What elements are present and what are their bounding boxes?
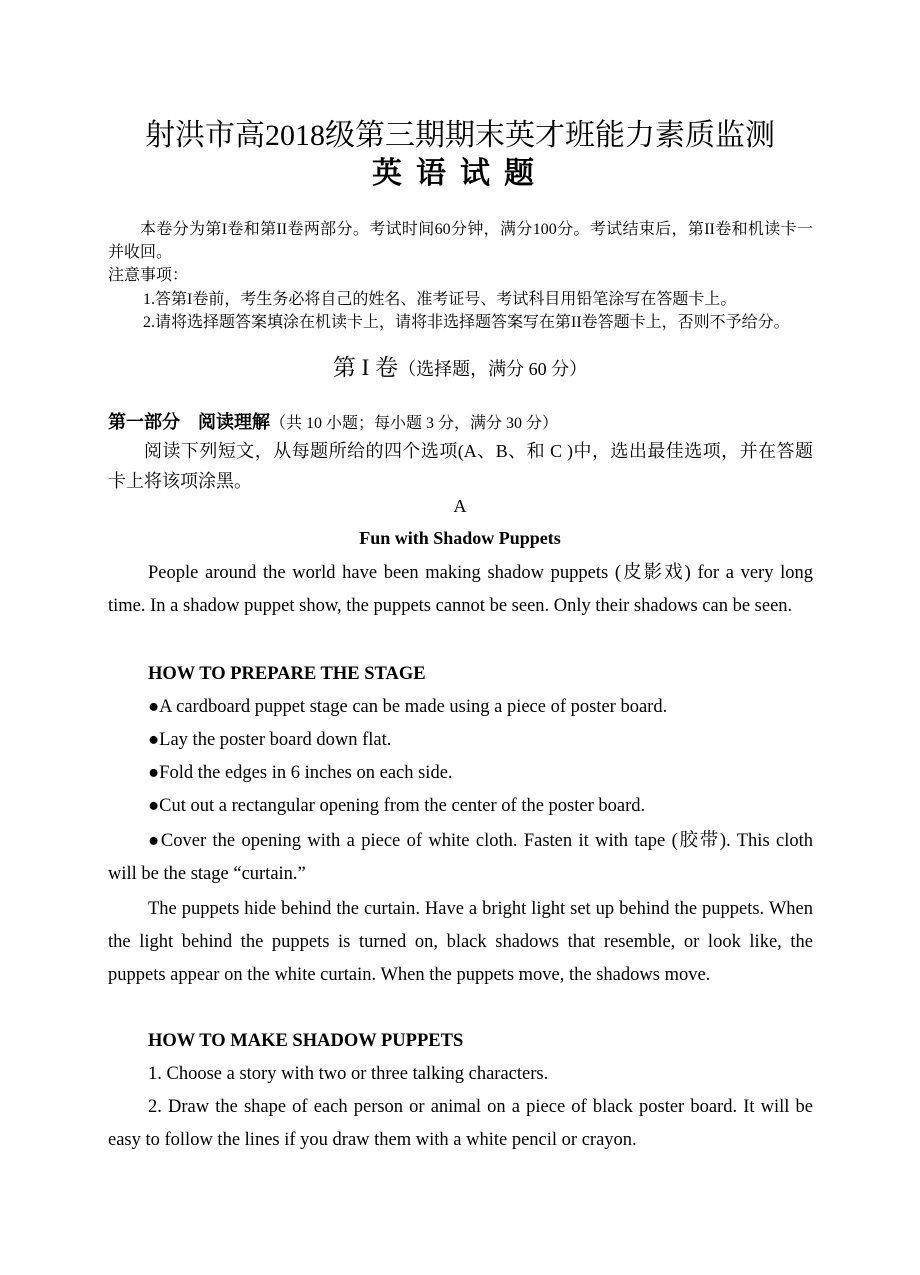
- note-1: 1.答第I卷前，考生务必将自己的姓名、准考证号、考试科目用铅笔涂写在答题卡上。: [143, 291, 737, 308]
- bullet-2: ●Lay the poster board down flat.: [148, 730, 392, 750]
- exam-title: 射洪市高2018级第三期期末英才班能力素质监测: [145, 119, 775, 152]
- step-1: 1. Choose a story with two or three talking characters.: [148, 1064, 549, 1084]
- exam-subtitle: 英语试题: [372, 157, 548, 190]
- passage-paragraph-2: The puppets hide behind the curtain. Have a bright light set up behind the puppets. When the light behind the puppets is turned on, black shadows that resemble, or look like, the puppets appear on the white curtain. When the puppets move, the shadows move.: [108, 899, 813, 985]
- section-subtitle: （选择题，满分 60 分）: [398, 359, 588, 379]
- notes-label: 注意事项：: [108, 267, 189, 284]
- passage-title: Fun with Shadow Puppets: [359, 528, 561, 548]
- part-meta: （共 10 小题；每小题 3 分，满分 30 分）: [270, 415, 559, 432]
- part-label: 第一部分 阅读理解: [108, 412, 270, 432]
- part-instruction: 阅读下列短文，从每题所给的四个选项(A、B、和 C )中，选出最佳选项，并在答题卡上将该项涂黑。: [108, 441, 813, 491]
- step-2: 2. Draw the shape of each person or animal on a piece of black poster board. It will be easy to follow the lines if you draw them with a white pencil or crayon.: [108, 1097, 813, 1150]
- passage-heading-2: HOW TO MAKE SHADOW PUPPETS: [148, 1031, 464, 1051]
- bullet-1: ●A cardboard puppet stage can be made using a piece of poster board.: [148, 697, 668, 717]
- bullet-3: ●Fold the edges in 6 inches on each side.: [148, 763, 453, 783]
- note-2: 2.请将选择题答案填涂在机读卡上，请将非选择题答案写在第II卷答题卡上，否则不予给分。: [143, 314, 790, 331]
- passage-heading-1: HOW TO PREPARE THE STAGE: [148, 664, 426, 684]
- bullet-4: ●Cut out a rectangular opening from the center of the poster board.: [148, 796, 646, 816]
- section-label: 第 I 卷: [332, 355, 399, 380]
- section-title: [0, 350, 920, 387]
- passage-letter: A: [453, 496, 467, 516]
- part-heading: [108, 408, 558, 438]
- bullet-5: ●Cover the opening with a piece of white cloth. Fasten it with tape (胶带). This cloth will be the stage “curtain.”: [108, 831, 813, 884]
- exam-intro: 本卷分为第I卷和第II卷两部分。考试时间60分钟，满分100分。考试结束后，第II卷和机读卡一并收回。: [108, 221, 813, 261]
- passage-paragraph-1: People around the world have been making shadow puppets (皮影戏) for a very long time. In a shadow puppet show, the puppets cannot be seen. Only their shadows can be seen.: [108, 563, 813, 616]
